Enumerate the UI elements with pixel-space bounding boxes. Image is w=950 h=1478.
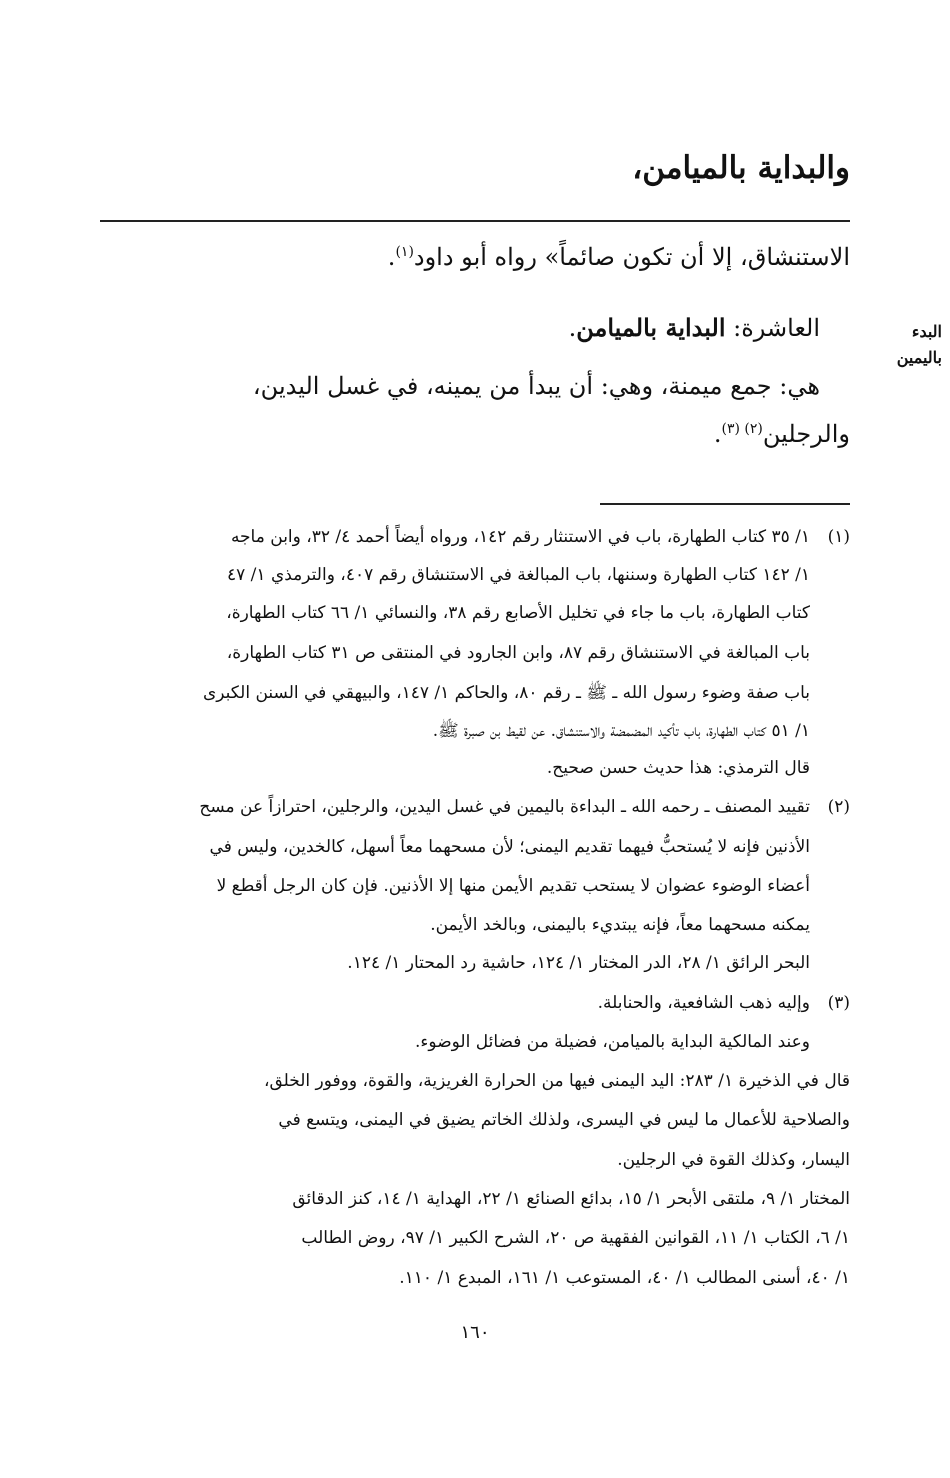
footnote-2-line: يمكنه مسحهما معاً، فإنه يبتديء باليمنى، وبالخد الأيمن. <box>430 915 810 935</box>
margin-note-line-1: البدء <box>911 322 942 341</box>
footnote-number-1: (١) <box>827 527 850 547</box>
footnote-number-3: (٣) <box>827 993 850 1013</box>
footnote-1-line: كتاب الطهارة، باب ما جاء في تخليل الأصابع رقم ٣٨، والنسائي ١/ ٦٦ كتاب الطهارة، <box>226 603 810 623</box>
footnote-3-line: ١/ ٦، الكتاب ١/ ١١، القوانين الفقهية ص ٢٠، الشرح الكبير ١/ ٩٧، روض الطالب <box>301 1228 850 1248</box>
main-text-4: والرجلين <box>762 420 850 448</box>
footnote-ref-1: (١) <box>395 244 414 260</box>
footnote-3-line: وعند المالكية البداية بالميامن، فضيلة من فضائل الوضوء. <box>415 1032 810 1052</box>
footnote-1-line: ١/ ١٤٢ كتاب الطهارة وسننها، باب المبالغة في الاستنشاق رقم ٤٠٧، والترمذي ١/ ٤٧ <box>227 565 810 585</box>
page-number: ١٦٠ <box>460 1322 490 1343</box>
footnote-1-line: باب صفة وضوء رسول الله ـ ﷺ ـ رقم ٨٠، والحاكم ١/ ١٤٧، والبيهقي في السنن الكبرى <box>202 683 810 703</box>
main-text-2-heading: البداية بالميامن <box>576 313 726 342</box>
footnote-number-2: (٢) <box>827 797 850 817</box>
footnote-1-line: قال الترمذي: هذا حديث حسن صحيح. <box>546 758 810 778</box>
footnote-3-line: قال في الذخيرة ١/ ٢٨٣: اليد اليمنى فيها من الحرارة الغريزية، والقوة، ووفور الخلق، <box>263 1071 850 1091</box>
footnote-refs-2-3: (٢) (٣) <box>721 421 763 437</box>
main-text-2-prefix: العاشرة: <box>725 314 820 342</box>
footnote-separator <box>600 503 850 505</box>
header-rule <box>100 220 850 222</box>
section-heading: والبداية بالميامن، <box>632 150 850 186</box>
footnote-3-line: والصلاحية للأعمال ما ليس في اليسرى، ولذلك الخاتم يضيق في اليمنى، ويتسع في <box>278 1110 850 1130</box>
footnote-3-line: المختار ١/ ٩، ملتقى الأبحر ١/ ١٥، بدائع الصنائع ١/ ٢٢، الهداية ١/ ١٤، كنز الدقائق <box>292 1189 850 1209</box>
main-text-line-1 <box>388 243 850 271</box>
footnote-3-line: اليسار، وكذلك القوة في الرجلين. <box>617 1150 850 1170</box>
main-text-line-2 <box>569 313 820 342</box>
footnote-3-line: ١/ ٤٠، أسنى المطالب ١/ ٤٠، المستوعب ١/ ١٦١، المبدع ١/ ١١٠. <box>399 1268 850 1288</box>
main-text-1-end: . <box>387 243 396 271</box>
footnote-1-line: ١/ ٣٥ كتاب الطهارة، باب في الاستنثار رقم ١٤٢، ورواه أيضاً أحمد ٤/ ٣٢، وابن ماجه <box>230 527 810 547</box>
footnote-2-line: البحر الرائق ١/ ٢٨، الدر المختار ١/ ١٢٤، حاشية رد المحتار ١/ ١٢٤. <box>347 953 810 973</box>
footnote-1-line: باب المبالغة في الاستنشاق رقم ٨٧، وابن الجارود في المنتقى ص ٣١ كتاب الطهارة، <box>226 643 810 663</box>
footnote-2-line: الأذنين فإنه لا يُستحبُّ فيهما تقديم اليمنى؛ لأن مسحهما معاً أسهل، كالخدين، وليس في <box>209 837 810 857</box>
main-text-1: الاستنشاق، إلا أن تكون صائماً» رواه أبو داود <box>413 243 850 271</box>
main-text-line-4 <box>714 420 850 448</box>
main-text-4-end: . <box>713 420 722 448</box>
main-text-line-3 <box>253 372 820 400</box>
main-text-2-end: . <box>568 314 577 342</box>
footnote-3-line: وإليه ذهب الشافعية، والحنابلة. <box>597 993 810 1013</box>
main-text-3: هي: جمع ميمنة، وهي: أن يبدأ من يمينه، في غسل اليدين، <box>252 372 820 400</box>
footnote-2-line: أعضاء الوضوء عضوان لا يستحب تقديم الأيمن منها إلا الأذنين. فإن كان الرجل أقطع لا <box>216 876 810 896</box>
footnote-2-line: تقييد المصنف ـ رحمه الله ـ البداءة باليمين في غسل اليدين، والرجلين، احترازاً عن مسح <box>199 797 810 817</box>
footnote-1-line: ١/ ٥١ كتاب الطهارة، باب تأكيد المضمضة والاستنشاق. عن لقيط بن صبرة ﷺ. <box>432 721 810 741</box>
margin-note-line-2: باليمين <box>896 348 942 367</box>
